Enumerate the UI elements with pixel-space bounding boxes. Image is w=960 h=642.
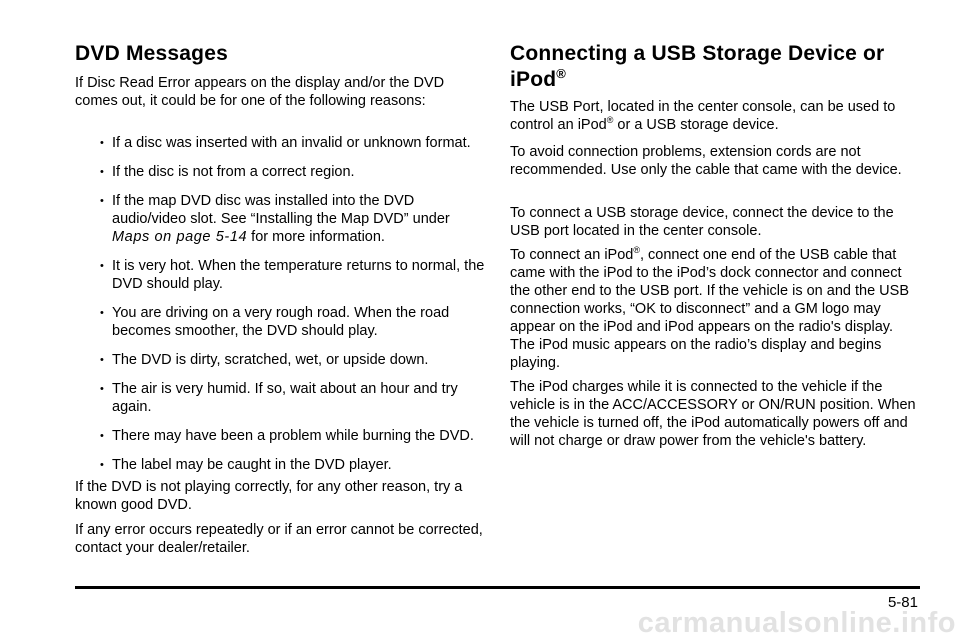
bullet-icon: • [100, 260, 104, 272]
connect-usb-device-paragraph: To connect a USB storage device, connect the device to the USB port located in the center console. [510, 205, 894, 239]
bullet-icon: • [100, 307, 104, 319]
bullet-icon: • [100, 137, 104, 149]
watermark-logo: carmanualsonline.info [637, 607, 956, 639]
registered-mark: ® [556, 66, 567, 81]
list-item: • If the disc is not from a correct region. [100, 164, 355, 180]
list-item: • If the map DVD disc was installed into the DVD audio/video slot. See “Installing the Map DVD” under Maps on page 5-14 for more information. [100, 193, 450, 245]
registered-mark: ® [633, 245, 640, 256]
list-item: • The label may be caught in the DVD player. [100, 457, 392, 473]
bullet-icon: • [100, 430, 104, 442]
ipod-charging-paragraph: The iPod charges while it is connected to the vehicle if the vehicle is in the ACC/ACCESSORY or ON/RUN position. When the vehicle is turned off, the iPod automatically powers off and will not charge or draw power from the vehicle's battery. [510, 379, 916, 449]
bullet-icon: • [100, 383, 104, 395]
usb-port-paragraph: The USB Port, located in the center console, can be used to control an iPod® or a USB storage device. [510, 99, 896, 133]
dvd-intro-paragraph: If Disc Read Error appears on the display and/or the DVD comes out, it could be for one of the following reasons: [75, 75, 445, 109]
list-item: • It is very hot. When the temperature returns to normal, the DVD should play. [100, 258, 485, 292]
bullet-icon: • [100, 459, 104, 471]
list-item: • You are driving on a very rough road. When the road becomes smoother, the DVD should play. [100, 305, 450, 339]
page-number: 5-81 [887, 594, 918, 611]
bullet-icon: • [100, 195, 104, 207]
bullet-icon: • [100, 354, 104, 366]
connect-ipod-paragraph: To connect an iPod®, connect one end of the USB cable that came with the iPod to the iPod’s dock connector and connect the other end to the USB port. If the vehicle is on and the USB connection works, “OK to disconnect” and a GM logo may appear on the iPod and iPod appears on the radio's display. The iPod music appears on the radio’s display and begins playing. [510, 245, 909, 371]
list-item: • The air is very humid. If so, wait about an hour and try again. [100, 381, 458, 415]
dvd-repeated-error-paragraph: If any error occurs repeatedly or if an error cannot be corrected, contact your dealer/retailer. [75, 522, 483, 556]
footer-divider [75, 586, 920, 589]
section-heading-dvd-messages: DVD Messages [75, 42, 228, 65]
dvd-other-reason-paragraph: If the DVD is not playing correctly, for any other reason, try a known good DVD. [75, 479, 463, 513]
bullet-icon: • [100, 166, 104, 178]
dvd-error-reasons-list [75, 134, 485, 485]
registered-mark: ® [606, 115, 614, 126]
maps-page-reference-link[interactable]: Maps on page 5-14 [112, 229, 248, 245]
section-heading-usb-ipod: Connecting a USB Storage Device or iPod® [510, 42, 885, 91]
list-item: • There may have been a problem while burning the DVD. [100, 428, 474, 444]
list-item: • The DVD is dirty, scratched, wet, or upside down. [100, 352, 429, 368]
list-item: • If a disc was inserted with an invalid or unknown format. [100, 135, 471, 151]
extension-cords-paragraph: To avoid connection problems, extension cords are not recommended. Use only the cable that came with the device. [510, 144, 902, 178]
